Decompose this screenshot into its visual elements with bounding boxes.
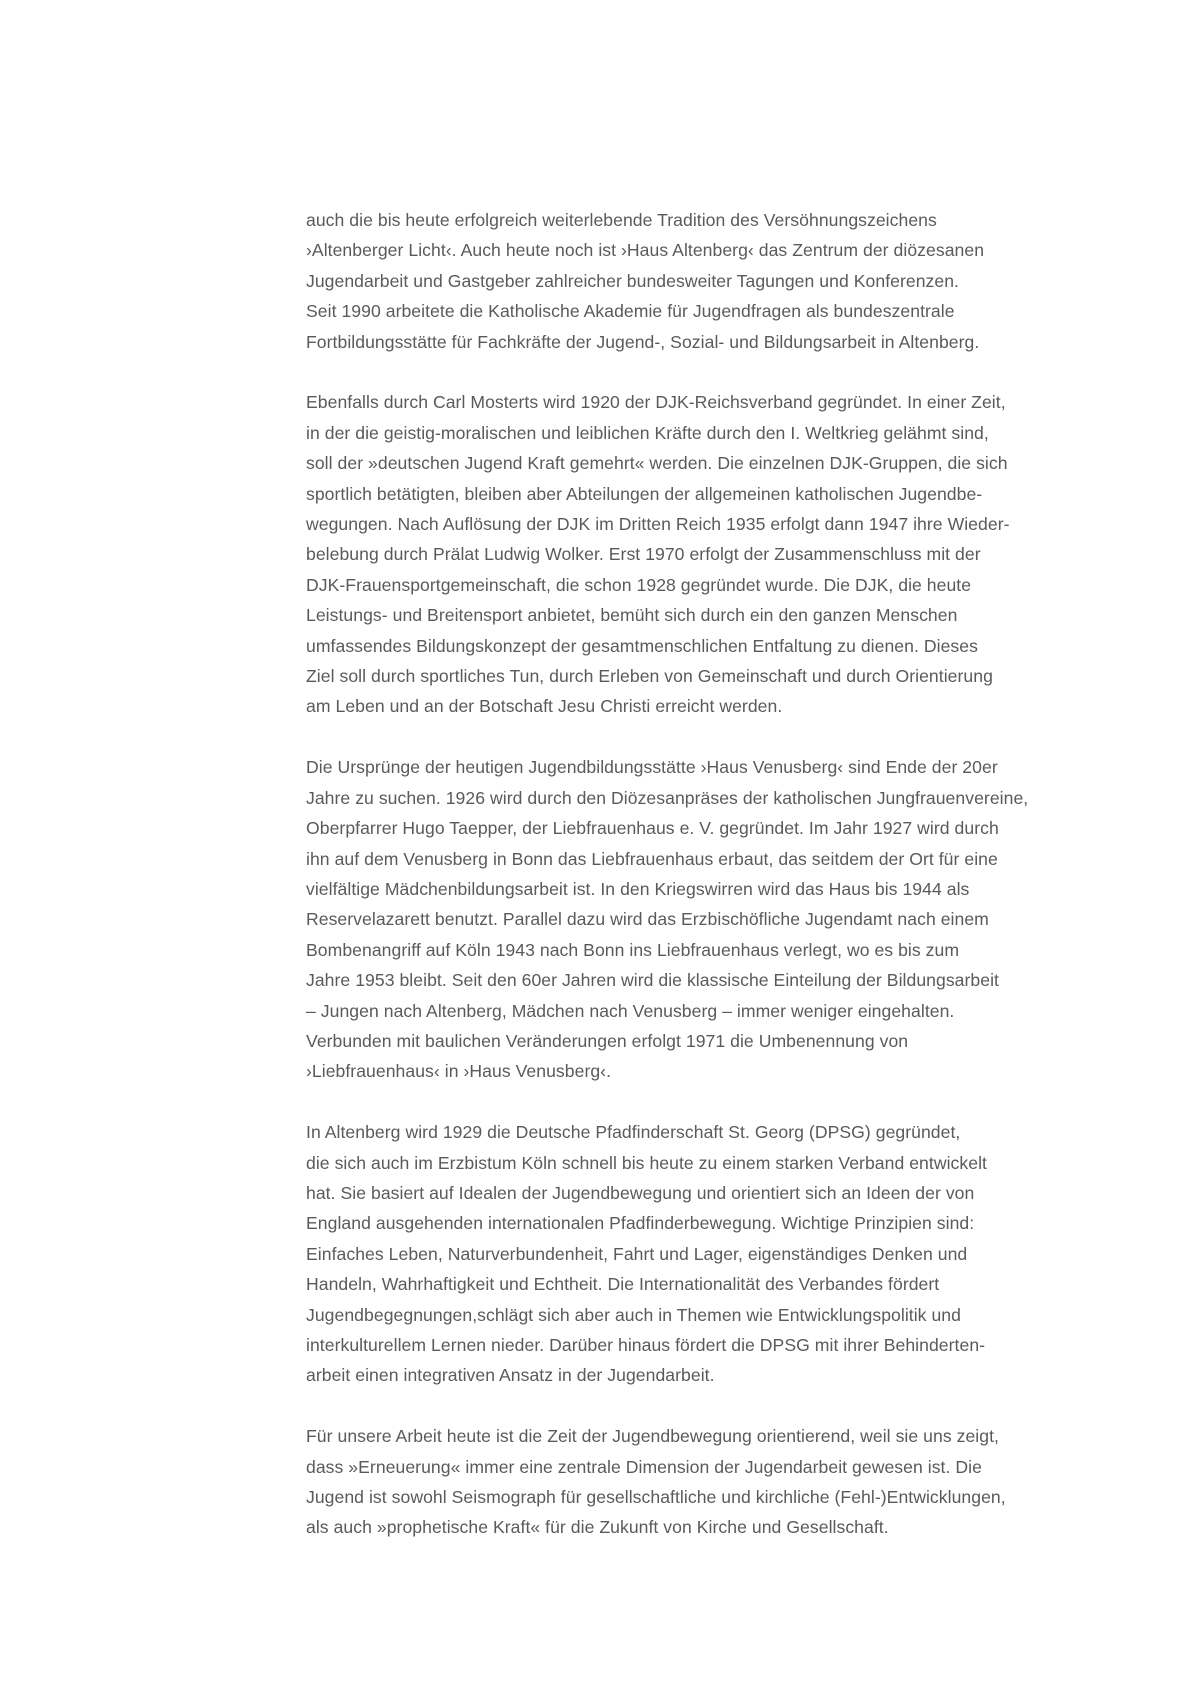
text-line: Die Ursprünge der heutigen Jugendbildungsstätte ›Haus Venusberg‹ sind Ende der 20er (306, 757, 998, 778)
text-line: Jahre zu suchen. 1926 wird durch den Diözesanpräses der katholischen Jungfrauenvereine, (306, 787, 1029, 808)
text-line: Jugendbegegnungen,schlägt sich aber auch in Themen wie Entwicklungspolitik und (306, 1304, 961, 1325)
text-line: Fortbildungsstätte für Fachkräfte der Jugend-, Sozial- und Bildungsarbeit in Altenberg. (306, 331, 980, 352)
body-text-column (306, 205, 1118, 1543)
text-line: Für unsere Arbeit heute ist die Zeit der Jugendbewegung orientierend, weil sie uns zeigt, (306, 1426, 999, 1447)
text-line: hat. Sie basiert auf Idealen der Jugendbewegung und orientiert sich an Ideen der von (306, 1182, 975, 1203)
text-line: Einfaches Leben, Naturverbundenheit, Fahrt und Lager, eigenständiges Denken und (306, 1243, 968, 1264)
text-line: dass »Erneuerung« immer eine zentrale Dimension der Jugendarbeit gewesen ist. Die (306, 1456, 982, 1477)
text-line: sportlich betätigten, bleiben aber Abteilungen der allgemeinen katholischen Jugendbe- (306, 483, 983, 504)
text-line: belebung durch Prälat Ludwig Wolker. Erst 1970 erfolgt der Zusammenschluss mit der (306, 544, 981, 565)
text-line: Leistungs- und Breitensport anbietet, bemüht sich durch ein den ganzen Menschen (306, 605, 958, 626)
text-line: Seit 1990 arbeitete die Katholische Akademie für Jugendfragen als bundeszentrale (306, 301, 955, 322)
text-line: Oberpfarrer Hugo Taepper, der Liebfrauenhaus e. V. gegründet. Im Jahr 1927 wird durch (306, 818, 999, 839)
text-line: umfassendes Bildungskonzept der gesamtmenschlichen Entfaltung zu dienen. Dieses (306, 635, 978, 656)
text-line: am Leben und an der Botschaft Jesu Christi erreicht werden. (306, 696, 783, 717)
text-line: ihn auf dem Venusberg in Bonn das Liebfrauenhaus erbaut, das seitdem der Ort für eine (306, 848, 998, 869)
text-line: Bombenangriff auf Köln 1943 nach Bonn ins Liebfrauenhaus verlegt, wo es bis zum (306, 939, 960, 960)
text-line: Verbunden mit baulichen Veränderungen erfolgt 1971 die Umbenennung von (306, 1030, 909, 1051)
text-line: Ebenfalls durch Carl Mosterts wird 1920 der DJK-Reichsverband gegründet. In einer Zeit, (306, 392, 1006, 413)
text-line: Ziel soll durch sportliches Tun, durch Erleben von Gemeinschaft und durch Orientierung (306, 666, 993, 687)
body-paragraph (306, 1117, 1118, 1391)
text-line: soll der »deutschen Jugend Kraft gemehrt« werden. Die einzelnen DJK-Gruppen, die sich (306, 453, 1008, 474)
body-paragraph (306, 752, 1118, 1086)
text-line: In Altenberg wird 1929 die Deutsche Pfadfinderschaft St. Georg (DPSG) gegründet, (306, 1122, 961, 1143)
text-line: ›Altenberger Licht‹. Auch heute noch ist ›Haus Altenberg‹ das Zentrum der diözesanen (306, 240, 985, 261)
text-line: arbeit einen integrativen Ansatz in der Jugendarbeit. (306, 1365, 715, 1386)
text-line: auch die bis heute erfolgreich weiterlebende Tradition des Versöhnungszeichens (306, 210, 937, 230)
body-paragraph (306, 205, 1118, 357)
text-line: Handeln, Wahrhaftigkeit und Echtheit. Die Internationalität des Verbandes fördert (306, 1274, 940, 1295)
text-line: Jahre 1953 bleibt. Seit den 60er Jahren wird die klassische Einteilung der Bildungsarbeit (306, 970, 999, 991)
text-line: wegungen. Nach Auflösung der DJK im Dritten Reich 1935 erfolgt dann 1947 ihre Wieder- (306, 514, 1010, 535)
text-line: interkulturellem Lernen nieder. Darüber hinaus fördert die DPSG mit ihrer Behinderten- (306, 1334, 986, 1355)
text-line: ›Liebfrauenhaus‹ in ›Haus Venusberg‹. (306, 1061, 612, 1082)
text-line: – Jungen nach Altenberg, Mädchen nach Venusberg – immer weniger eingehalten. (306, 1000, 955, 1021)
text-line: als auch »prophetische Kraft« für die Zukunft von Kirche und Gesellschaft. (306, 1517, 889, 1538)
text-line: Jugend ist sowohl Seismograph für gesellschaftliche und kirchliche (Fehl-)Entwicklungen, (306, 1487, 1006, 1507)
body-paragraph (306, 387, 1118, 721)
text-line: vielfältige Mädchenbildungsarbeit ist. In den Kriegswirren wird das Haus bis 1944 als (306, 878, 970, 899)
text-line: DJK-Frauensportgemeinschaft, die schon 1928 gegründet wurde. Die DJK, die heute (306, 574, 972, 595)
text-line: Jugendarbeit und Gastgeber zahlreicher bundesweiter Tagungen und Konferenzen. (306, 270, 959, 291)
text-line: die sich auch im Erzbistum Köln schnell bis heute zu einem starken Verband entwickelt (306, 1152, 987, 1173)
text-line: Reservelazarett benutzt. Parallel dazu wird das Erzbischöfliche Jugendamt nach einem (306, 909, 989, 930)
text-line: in der die geistig-moralischen und leiblichen Kräfte durch den I. Weltkrieg gelähmt sind, (306, 422, 989, 443)
body-paragraph (306, 1421, 1118, 1543)
text-line: England ausgehenden internationalen Pfadfinderbewegung. Wichtige Prinzipien sind: (306, 1213, 975, 1234)
